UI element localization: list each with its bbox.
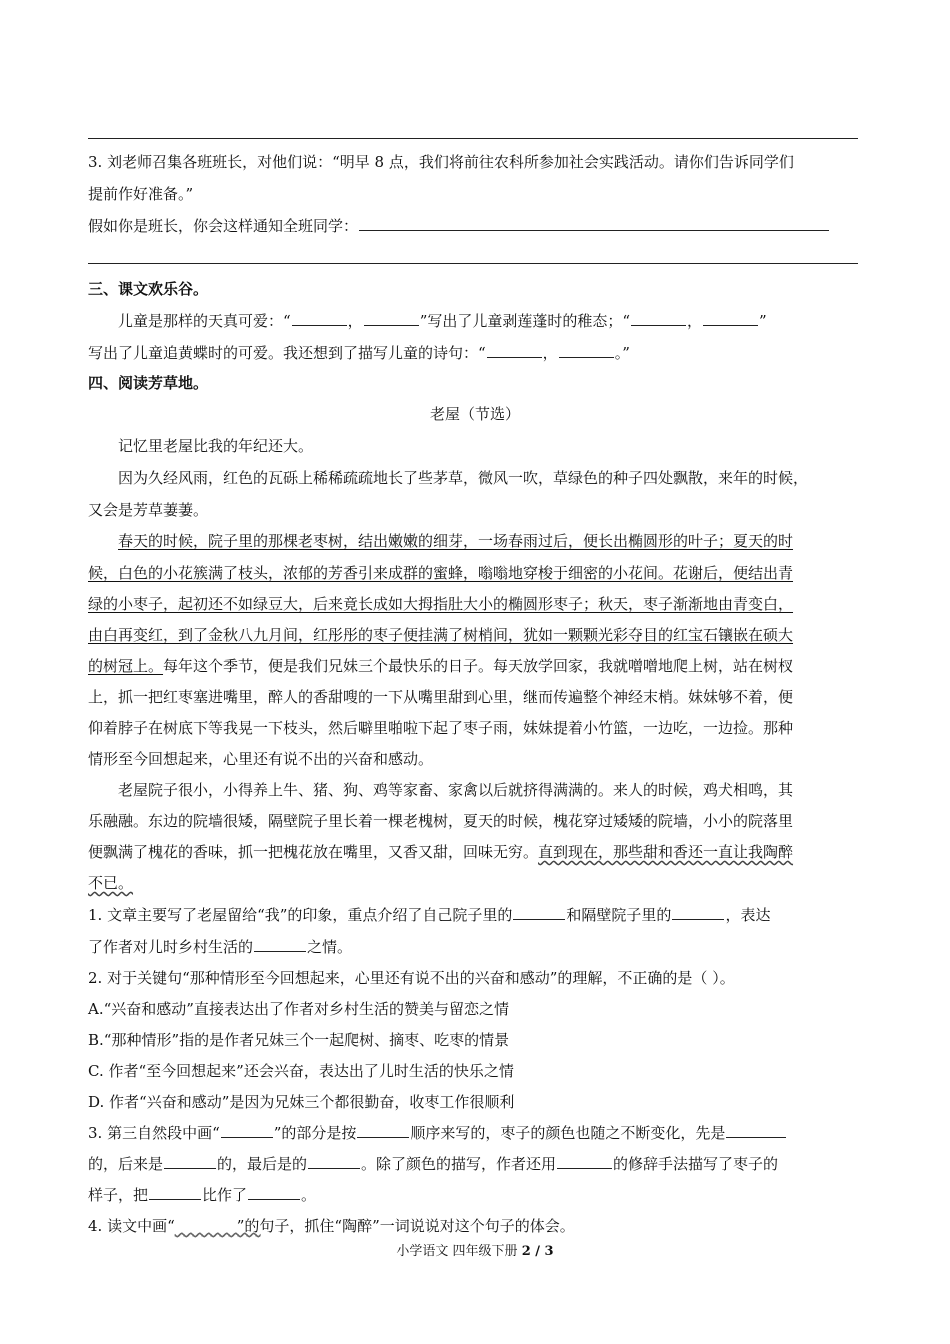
answer-blank[interactable] xyxy=(557,1154,612,1169)
q3-line2 xyxy=(88,1154,862,1174)
underlined-text: 由白再变红，到了金秋八九月间，红彤彤的枣子便挂满了树梢间，犹如一颗颗光彩夺目的红宝石镶嵌在硕大 xyxy=(88,626,794,644)
text: ， xyxy=(687,312,703,330)
answer-blank[interactable] xyxy=(149,1185,201,1200)
page-number: 2 / 3 xyxy=(521,1244,554,1259)
q3-prompt-text: 假如你是班长，你会这样通知全班同学： xyxy=(88,217,359,235)
q3-line2: 提前作好准备。” xyxy=(88,185,194,203)
answer-blank[interactable] xyxy=(254,937,306,952)
q4-line xyxy=(88,1216,862,1236)
text: 顺序来写的，枣子的颜色也随之不断变化，先是 xyxy=(410,1124,726,1142)
section4-title: 四、阅读芳草地。 xyxy=(88,374,209,392)
q2-option-a[interactable]: A.“兴奋和感动”直接表达出了作者对乡村生活的赞美与留恋之情 xyxy=(88,1000,509,1018)
wavy-text: 直到现在，那些甜和香还一直让我陶醉 xyxy=(538,843,794,861)
para3-line1 xyxy=(88,531,892,551)
text: 每年这个季节，便是我们兄妹三个最快乐的日子。每天放学回家，我就噌噌地爬上树，站在树杈 xyxy=(163,657,794,675)
para4-line2: 乐融融。东边的院墙很矮，隔壁院子里长着一棵老槐树，夏天的时候，槐花穿过矮矮的院墙，小小的院落里 xyxy=(88,812,794,830)
top-answer-line xyxy=(88,138,858,139)
answer-blank[interactable] xyxy=(726,1123,786,1138)
para3-line5 xyxy=(88,656,862,676)
answer-blank[interactable] xyxy=(164,1154,216,1169)
text: ”的部分是按 xyxy=(273,1124,357,1142)
section3-title: 三、课文欢乐谷。 xyxy=(88,280,209,298)
para4-line4 xyxy=(88,873,862,893)
q3-line3 xyxy=(88,1185,862,1205)
text: ， xyxy=(347,312,363,330)
para2-line2: 又会是芳草萋萋。 xyxy=(88,501,209,519)
text: 写出了儿童追黄蝶时的可爱。我还想到了描写儿童的诗句：“ xyxy=(88,344,486,362)
text: 1. 文章主要写了老屋留给“我”的印象，重点介绍了自己院子里的 xyxy=(88,906,513,924)
q2-option-d[interactable]: D. 作者“兴奋和感动”是因为兄妹三个都很勤奋，收枣工作很顺利 xyxy=(88,1093,515,1111)
answer-blank[interactable] xyxy=(631,311,686,326)
para2-line1: 因为久经风雨，红色的瓦砾上稀稀疏疏地长了些茅草，微风一吹，草绿色的种子四处飘散，来年的时候， xyxy=(118,469,809,487)
section3-line2 xyxy=(88,343,862,363)
para3-line3 xyxy=(88,594,862,614)
para1: 记忆里老屋比我的年纪还大。 xyxy=(118,437,314,455)
answer-blank[interactable] xyxy=(487,343,542,358)
underlined-text: 候，白色的小花簇满了枝头，浓郁的芳香引来成群的蜜蜂，嗡嗡地穿梭于细密的小花间。花谢后，便结出青 xyxy=(88,564,794,582)
text: 的，最后是的 xyxy=(217,1155,308,1173)
para3-line7: 仰着脖子在树底下等我晃一下枝头，然后噼里啪啦下起了枣子雨，妹妹提着小竹篮，一边吃，一边捡。那种 xyxy=(88,719,794,737)
answer-blank[interactable] xyxy=(672,905,724,920)
para3-line4 xyxy=(88,625,862,645)
q3-prompt xyxy=(88,216,862,236)
q3-line1: 3. 刘老师召集各班班长，对他们说：“明早 8 点，我们将前往农科所参加社会实践活动。请你们告诉同学们 xyxy=(88,153,794,171)
wavy-blank xyxy=(175,1216,237,1230)
text: ，表达 xyxy=(725,906,771,924)
section3-line1 xyxy=(88,311,892,331)
answer-blank[interactable] xyxy=(559,343,614,358)
text: 和隔壁院子里的 xyxy=(566,906,672,924)
text: 儿童是那样的天真可爱：“ xyxy=(118,312,291,330)
q2-stem: 2. 对于关键句“那种情形至今回想起来，心里还有说不出的兴奋和感动”的理解，不正确的是（ ）。 xyxy=(88,969,735,987)
answer-blank[interactable] xyxy=(359,216,829,231)
answer-blank[interactable] xyxy=(357,1123,409,1138)
text: 的修辞手法描写了枣子的 xyxy=(613,1155,779,1173)
underlined-text: 绿的小枣子，起初还不如绿豆大，后来竟长成如大拇指肚大小的椭圆形枣子；秋天，枣子渐渐地由青变白， xyxy=(88,595,794,613)
para4-line1: 老屋院子很小，小得养上牛、猪、狗、鸡等家畜、家禽以后就挤得满满的。来人的时候，鸡犬相鸣，其 xyxy=(118,781,794,799)
footer-label: 小学语文 四年级下册 xyxy=(396,1244,522,1259)
text: 之情。 xyxy=(307,938,353,956)
text: 4. 读文中画“ xyxy=(88,1217,175,1235)
text: 样子，把 xyxy=(88,1186,149,1204)
text: ， xyxy=(542,344,558,362)
text: ” xyxy=(759,312,767,330)
text: 的，后来是 xyxy=(88,1155,164,1173)
q1-line1 xyxy=(88,905,862,925)
text: 。 xyxy=(301,1186,317,1204)
para4-line3 xyxy=(88,842,862,862)
text: 。” xyxy=(614,344,630,362)
q2-option-b[interactable]: B.“那种情形”指的是作者兄妹三个一起爬树、摘枣、吃枣的情景 xyxy=(88,1031,510,1049)
answer-line-2 xyxy=(88,263,858,264)
text: 。除了颜色的描写，作者还用 xyxy=(361,1155,557,1173)
para3-line8: 情形至今回想起来，心里还有说不出的兴奋和感动。 xyxy=(88,750,434,768)
answer-blank[interactable] xyxy=(308,1154,360,1169)
text: 比作了 xyxy=(202,1186,248,1204)
answer-blank[interactable] xyxy=(248,1185,300,1200)
page-footer xyxy=(0,1240,950,1259)
text: 3. 第三自然段中画“ xyxy=(88,1124,220,1142)
q2-option-c[interactable]: C. 作者“至今回想起来”还会兴奋，表达出了儿时生活的快乐之情 xyxy=(88,1062,514,1080)
text: 了作者对儿时乡村生活的 xyxy=(88,938,254,956)
answer-blank[interactable] xyxy=(364,311,419,326)
article-title: 老屋（节选） xyxy=(429,405,520,423)
underlined-text: 的树冠上。 xyxy=(88,657,164,675)
text: ”的句子，抓住“陶醉”一词说说对这个句子的体会。 xyxy=(236,1217,575,1235)
answer-blank[interactable] xyxy=(221,1123,273,1138)
wavy-text: 不已。 xyxy=(88,874,134,892)
para3-line6: 上，抓一把红枣塞进嘴里，醉人的香甜嗖的一下从嘴里甜到心里，继而传遍整个神经末梢。妹妹够不着，便 xyxy=(88,688,794,706)
answer-blank[interactable] xyxy=(292,311,347,326)
answer-blank[interactable] xyxy=(513,905,565,920)
q3-line1 xyxy=(88,1123,862,1143)
para3-line2 xyxy=(88,563,862,583)
text: ”写出了儿童剥莲蓬时的稚态；“ xyxy=(419,312,631,330)
answer-blank[interactable] xyxy=(703,311,758,326)
q1-line2 xyxy=(88,937,862,957)
underlined-text: 春天的时候，院子里的那棵老枣树，结出嫩嫩的细芽，一场春雨过后，便长出椭圆形的叶子；夏天的时 xyxy=(118,532,794,550)
text: 便飘满了槐花的香味，抓一把槐花放在嘴里，又香又甜，回味无穷。 xyxy=(88,843,539,861)
